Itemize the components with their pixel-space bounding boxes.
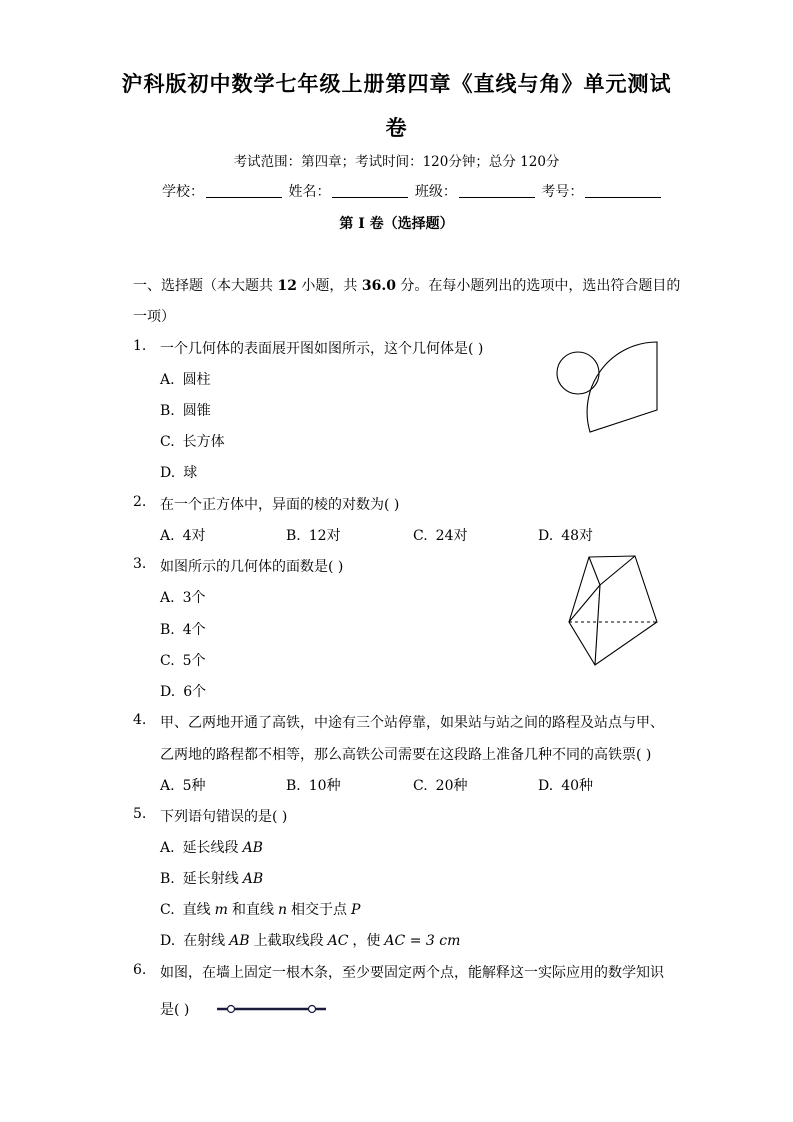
q2-option-b[interactable]: B. 12对 (286, 528, 341, 544)
question-3-text: 如图所示的几何体的面数是( ) (160, 559, 344, 575)
q2-option-a[interactable]: A. 4对 (160, 528, 206, 544)
number-blank[interactable] (585, 183, 661, 198)
question-2-number: 2. (133, 494, 147, 510)
question-3-number: 3. (133, 556, 147, 572)
name-label: 姓名： (288, 184, 331, 200)
student-info-fields (162, 181, 663, 201)
q1-option-c[interactable]: C. 长方体 (160, 434, 225, 450)
wooden-strip-figure (216, 1002, 328, 1016)
question-1-number: 1. (133, 338, 147, 354)
q3-option-b[interactable]: B. 4个 (160, 622, 206, 638)
cone-net-figure (550, 340, 670, 440)
q4-option-b[interactable]: B. 10种 (286, 778, 341, 794)
question-5-number: 5. (133, 806, 147, 822)
total-score: 36.0 (361, 278, 396, 294)
question-count: 12 (277, 278, 297, 294)
question-1-text: 一个几何体的表面展开图如图所示，这个几何体是( ) (160, 341, 484, 357)
q5-option-d[interactable]: D. 在射线 AB 上截取线段 AC ，使 AC = 3 cm (160, 933, 461, 949)
polyhedron-top-edges (589, 556, 635, 585)
question-6-text: 如图，在墙上固定一根木条，至少要固定两个点，能解释这一实际应用的数学知识 (160, 965, 664, 981)
polyhedron-figure (565, 552, 660, 670)
q5-option-c[interactable]: C. 直线 m 和直线 n 相交于点 P (160, 902, 361, 918)
question-4-text: 甲、乙两地开通了高铁，中途有三个站停靠，如果站与站之间的路程及站点与甲、 (160, 715, 664, 731)
question-2-text: 在一个正方体中，异面的棱的对数为( ) (160, 497, 400, 513)
question-5-text: 下列语句错误的是( ) (160, 809, 288, 825)
polyhedron-left-edge (569, 585, 600, 622)
polyhedron-outline (569, 556, 657, 665)
exam-info: 考试范围：第四章；考试时间：120分钟；总分 120分 (233, 154, 560, 170)
polyhedron-front-edge (595, 585, 600, 665)
sector-lateral (587, 342, 657, 432)
section-heading: 一、选择题（本大题共 12 小题，共 36.0 分。在每小题列出的选项中，选出符合题目的 (133, 278, 681, 294)
q3-option-d[interactable]: D. 6个 (160, 684, 207, 700)
question-4-number: 4. (133, 712, 147, 728)
school-label: 学校： (162, 184, 204, 200)
exam-title-line1: 沪科版初中数学七年级上册第四章《直线与角》单元测试 (121, 71, 672, 96)
q1-option-a[interactable]: A. 圆柱 (160, 372, 211, 388)
q1-option-b[interactable]: B. 圆锥 (160, 403, 211, 419)
name-blank[interactable] (332, 183, 408, 198)
number-label: 考号： (541, 184, 584, 200)
q2-option-c[interactable]: C. 24对 (413, 528, 468, 544)
q3-option-a[interactable]: A. 3个 (160, 590, 206, 606)
q5-option-b[interactable]: B. 延长射线 AB (160, 871, 264, 887)
question-6-text-line2: 是( ) (160, 1002, 190, 1018)
q4-option-a[interactable]: A. 5种 (160, 778, 206, 794)
school-blank[interactable] (206, 183, 282, 198)
exam-title-line2: 卷 (385, 115, 408, 140)
question-4-text-line2: 乙两地的路程都不相等，那么高铁公司需要在这段路上准备几种不同的高铁票( ) (160, 747, 652, 763)
q4-option-c[interactable]: C. 20种 (413, 778, 468, 794)
q5-option-a[interactable]: A. 延长线段 AB (160, 840, 263, 856)
circle-base (557, 352, 599, 394)
q1-option-d[interactable]: D. 球 (160, 465, 198, 481)
class-label: 班级： (414, 184, 457, 200)
q2-option-d[interactable]: D. 48对 (538, 528, 594, 544)
nail-point-2 (309, 1006, 316, 1013)
q3-option-c[interactable]: C. 5个 (160, 653, 206, 669)
volume-heading: 第 I 卷（选择题） (339, 216, 454, 232)
class-blank[interactable] (459, 183, 535, 198)
q4-option-d[interactable]: D. 40种 (538, 778, 594, 794)
section-heading-line2: 一项） (133, 309, 175, 325)
nail-point-1 (228, 1006, 235, 1013)
question-6-number: 6. (133, 962, 147, 978)
